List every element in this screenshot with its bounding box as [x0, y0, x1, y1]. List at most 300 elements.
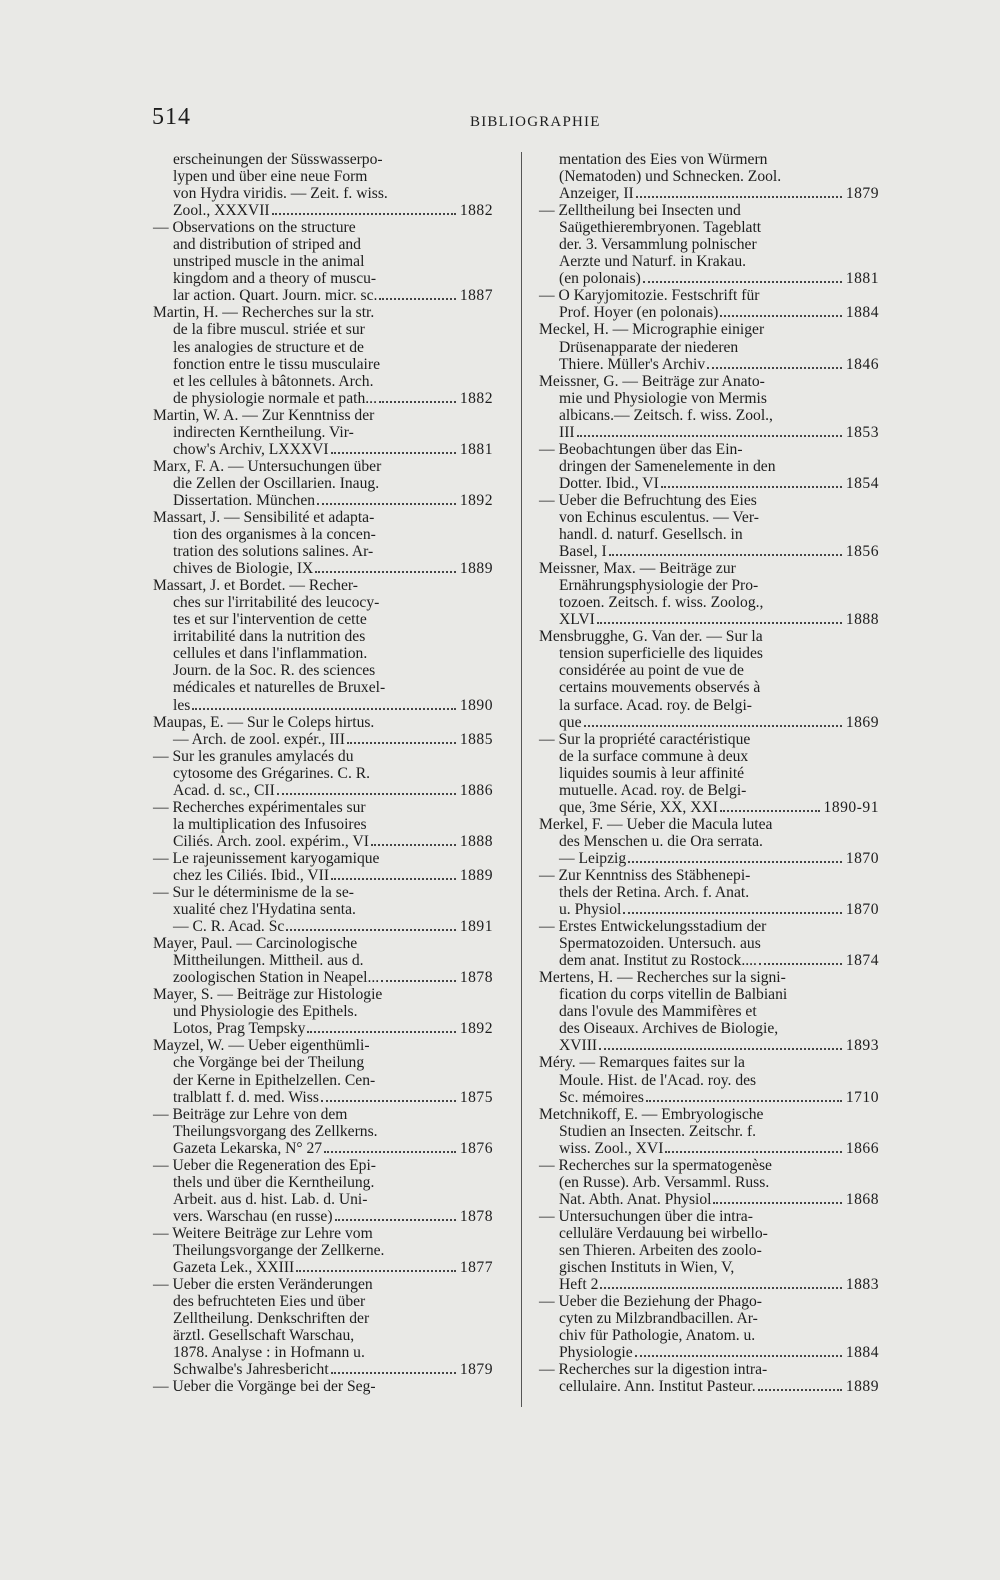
entry-text: erscheinungen der Süsswasserpo- — [173, 151, 383, 168]
entry-text: (en Russe). Arb. Versamml. Russ. — [559, 1173, 770, 1191]
entry-text: fonction entre le tissu musculaire — [173, 355, 380, 373]
entry-text: Schwalbe's Jahresbericht — [173, 1361, 329, 1379]
entry-text: tozoen. Zeitsch. f. wiss. Zoolog., — [559, 594, 764, 612]
dot-leader — [646, 1100, 842, 1102]
entry-line — [539, 594, 879, 611]
entry-text: Theilungsvorgang des Zellkerns. — [173, 1122, 378, 1140]
entry-text: des Menschen u. die Ora serrata. — [559, 832, 763, 850]
bibliography-column-right — [539, 151, 879, 1395]
entry-text: thels und über die Kerntheilung. — [173, 1173, 375, 1191]
entry-text: Metchnikoff, E. — Embryologische — [539, 1105, 764, 1123]
entry-text: — Weitere Beiträge zur Lehre vom — [153, 1224, 373, 1242]
entry-text: — Zelltheilung bei Insecten und — [539, 202, 741, 220]
dot-leader — [635, 1355, 842, 1357]
entry-line — [539, 679, 879, 696]
entry-text: u. Physiol — [559, 901, 622, 919]
entry-year: 1878 — [459, 1207, 493, 1225]
bibliography-entry — [153, 1378, 493, 1395]
dot-leader — [577, 435, 842, 437]
entry-year: 1889 — [845, 1378, 879, 1396]
entry-text: — Recherches expérimentales sur — [153, 798, 366, 816]
entry-line — [153, 1344, 493, 1361]
entry-line — [153, 441, 493, 458]
entry-text: Marx, F. A. — Untersuchungen über — [153, 457, 382, 475]
entry-line — [153, 1037, 493, 1054]
bibliography-entry — [153, 1276, 493, 1378]
entry-year: 1866 — [845, 1139, 879, 1157]
entry-line — [539, 833, 879, 850]
bibliography-entry — [153, 219, 493, 304]
entry-text: — Sur la propriété caractéristique — [539, 730, 751, 748]
entry-text: die Zellen der Oscillarien. Inaug. — [173, 474, 380, 492]
entry-line — [539, 1003, 879, 1020]
entry-line — [153, 628, 493, 645]
entry-text: — Beobachtungen über das Ein- — [539, 440, 743, 458]
entry-line — [539, 1020, 879, 1037]
entry-year: 1891 — [459, 918, 493, 936]
entry-line — [539, 373, 879, 390]
entry-text: les analogies de structure et de — [173, 338, 364, 356]
dot-leader — [713, 1202, 841, 1204]
entry-line — [539, 304, 879, 321]
entry-year: 1870 — [845, 901, 879, 919]
entry-line — [153, 748, 493, 765]
entry-text: che Vorgänge bei der Theilung — [173, 1054, 365, 1072]
entry-text: chives de Biologie, IX — [173, 560, 314, 578]
entry-line — [153, 850, 493, 867]
entry-text: Anzeiger, II — [559, 185, 634, 203]
entry-text: 1878. Analyse : in Hofmann u. — [173, 1344, 365, 1362]
entry-text: wiss. Zool., XVI — [559, 1139, 664, 1157]
bibliography-entry — [153, 986, 493, 1037]
dot-leader — [609, 554, 842, 556]
entry-text: fication du corps vitellin de Balbiani — [559, 986, 788, 1004]
entry-text: des Oiseaux. Archives de Biologie, — [559, 1020, 779, 1038]
entry-text: — Ueber die Regeneration des Epi- — [153, 1156, 376, 1174]
entry-line — [539, 1276, 879, 1293]
dot-leader — [643, 281, 842, 283]
entry-text: — Erstes Entwickelungsstadium der — [539, 918, 767, 936]
entry-text: tration des solutions salines. Ar- — [173, 543, 374, 561]
bibliography-entry — [539, 918, 879, 969]
entry-line — [153, 1054, 493, 1071]
entry-line — [539, 1259, 879, 1276]
entry-line — [539, 952, 879, 969]
entry-year: 1882 — [459, 389, 493, 407]
entry-line — [153, 253, 493, 270]
entry-year: 1854 — [845, 474, 879, 492]
entry-line — [153, 594, 493, 611]
entry-text: lypen und über eine neue Form — [173, 168, 368, 186]
entry-year: 1888 — [459, 832, 493, 850]
entry-text: irritabilité dans la nutrition des — [173, 628, 366, 646]
entry-line — [539, 935, 879, 952]
entry-line — [153, 765, 493, 782]
entry-line — [153, 935, 493, 952]
entry-line — [153, 1293, 493, 1310]
entry-line — [539, 1208, 879, 1225]
entry-line — [153, 475, 493, 492]
entry-line — [153, 373, 493, 390]
bibliography-entry — [539, 969, 879, 1054]
dot-leader — [379, 401, 456, 403]
entry-text: la multiplication des Infusoires — [173, 815, 367, 833]
bibliography-entry — [153, 304, 493, 406]
dot-leader — [707, 367, 842, 369]
bibliography-entry — [539, 1106, 879, 1157]
entry-text: Prof. Hoyer (en polonais) — [559, 304, 719, 322]
entry-line — [539, 1174, 879, 1191]
entry-line — [153, 424, 493, 441]
entry-line — [539, 697, 879, 714]
entry-line — [153, 1191, 493, 1208]
dot-leader — [321, 1100, 456, 1102]
entry-line — [153, 901, 493, 918]
entry-year: 1892 — [459, 491, 493, 509]
entry-line — [539, 560, 879, 577]
entry-text: sen Thieren. Arbeiten des zoolo- — [559, 1242, 762, 1259]
entry-line — [153, 986, 493, 1003]
entry-text: et les cellules à bâtonnets. Arch. — [173, 372, 374, 390]
entry-text: Basel, I — [559, 543, 607, 561]
dot-leader — [381, 980, 456, 982]
entry-year: 1884 — [845, 304, 879, 322]
bibliography-entry — [539, 628, 879, 730]
entry-text: que, 3me Série, XX, XXI — [559, 798, 718, 816]
entry-text: de la surface commune à deux — [559, 747, 749, 765]
entry-year: 1893 — [845, 1037, 879, 1055]
entry-text: — Untersuchungen über die intra- — [539, 1207, 753, 1225]
dot-leader — [720, 810, 820, 812]
entry-line — [539, 918, 879, 935]
entry-text: Studien an Insecten. Zeitschr. f. — [559, 1122, 757, 1140]
entry-line — [153, 1089, 493, 1106]
entry-text: — Arch. de zool. expér., III — [173, 730, 345, 748]
entry-line — [539, 1037, 879, 1054]
entry-line — [153, 321, 493, 338]
entry-line — [539, 356, 879, 373]
entry-text: lar action. Quart. Journ. micr. sc. — [173, 287, 378, 305]
entry-line — [153, 816, 493, 833]
entry-year: 1878 — [459, 969, 493, 987]
entry-line — [539, 986, 879, 1003]
bibliography-entry — [153, 1225, 493, 1276]
entry-year: 1881 — [845, 270, 879, 288]
dot-leader — [286, 929, 455, 931]
entry-text: von Hydra viridis. — Zeit. f. wiss. — [173, 185, 388, 203]
entry-text: Gazeta Lekarska, N° 27 — [173, 1139, 323, 1157]
entry-year: 1856 — [845, 543, 879, 561]
entry-text: — Recherches sur la spermatogenèse — [539, 1156, 772, 1174]
entry-line — [153, 1003, 493, 1020]
dot-leader — [597, 622, 842, 624]
entry-year: 1892 — [459, 1020, 493, 1038]
entry-line — [153, 662, 493, 679]
entry-text: que — [559, 713, 582, 731]
entry-text: chow's Archiv, LXXXVI — [173, 440, 329, 458]
entry-line — [153, 407, 493, 424]
entry-text: des befruchteten Eies und über — [173, 1293, 366, 1311]
bibliography-entry — [153, 850, 493, 884]
entry-line — [153, 168, 493, 185]
entry-line — [539, 1242, 879, 1259]
entry-line — [153, 287, 493, 304]
entry-text: certains mouvements observés à — [559, 679, 761, 697]
entry-line — [153, 731, 493, 748]
entry-line — [539, 219, 879, 236]
entry-text: vers. Warschau (en russe) — [173, 1207, 333, 1225]
entry-text: — Le rajeunissement karyogamique — [153, 849, 380, 867]
entry-text: dringen der Samenelemente in den — [559, 457, 776, 475]
entry-line — [153, 611, 493, 628]
dot-leader — [272, 213, 456, 215]
bibliography-entry — [153, 407, 493, 458]
entry-text: Mittheilungen. Mittheil. aus d. — [173, 952, 364, 970]
entry-year: 1874 — [845, 952, 879, 970]
dot-leader — [192, 708, 455, 710]
bibliography-entry — [153, 884, 493, 935]
entry-text: tension superficielle des liquides — [559, 645, 763, 663]
entry-text: Saügethierembryonen. Tageblatt — [559, 219, 762, 237]
entry-text: Mayzel, W. — Ueber eigenthümli- — [153, 1037, 370, 1055]
entry-line — [153, 458, 493, 475]
dot-leader — [379, 298, 455, 300]
bibliography-entry — [539, 287, 879, 321]
entry-line — [153, 952, 493, 969]
entry-line — [539, 509, 879, 526]
entry-line — [539, 458, 879, 475]
entry-line — [153, 1174, 493, 1191]
entry-line — [153, 782, 493, 799]
entry-text: cyten zu Milzbrandbacillen. Ar- — [559, 1310, 758, 1328]
entry-line — [153, 679, 493, 696]
entry-text: Theilungsvorgange der Zellkerne. — [173, 1242, 385, 1259]
entry-text: celluläre Verdauung bei wirbello- — [559, 1224, 768, 1242]
entry-year: 1889 — [459, 560, 493, 578]
dot-leader — [331, 1372, 456, 1374]
entry-text: chez les Ciliés. Ibid., VII — [173, 866, 330, 884]
entry-text: cellulaire. Ann. Institut Pasteur. — [559, 1378, 756, 1396]
entry-text: Acad. d. sc., CII — [173, 781, 275, 799]
dot-leader — [277, 793, 456, 795]
dot-leader — [331, 452, 456, 454]
entry-year: 1889 — [459, 866, 493, 884]
entry-text: — Ueber die Beziehung der Phago- — [539, 1293, 763, 1311]
dot-leader — [758, 1389, 842, 1391]
entry-text: (Nematoden) und Schnecken. Zool. — [559, 168, 782, 186]
entry-text: — Recherches sur la digestion intra- — [539, 1361, 768, 1379]
bibliography-entry — [539, 560, 879, 628]
bibliography-entry — [539, 202, 879, 287]
entry-text: XLVI — [559, 611, 595, 629]
entry-year: 1885 — [459, 730, 493, 748]
entry-text: der Kerne in Epithelzellen. Cen- — [173, 1071, 376, 1089]
bibliography-entry — [539, 373, 879, 441]
entry-year: 1876 — [459, 1139, 493, 1157]
entry-line — [539, 782, 879, 799]
entry-line — [539, 1225, 879, 1242]
entry-line — [539, 1191, 879, 1208]
entry-year: 1879 — [845, 185, 879, 203]
entry-text: tion des organismes à la concen- — [173, 526, 376, 544]
entry-year: 1875 — [459, 1088, 493, 1106]
entry-text: der. 3. Versammlung polnischer — [559, 236, 757, 254]
entry-line — [153, 304, 493, 321]
bibliography-entry — [539, 1361, 879, 1395]
dot-leader — [628, 861, 842, 863]
dot-leader — [331, 878, 456, 880]
entry-line — [153, 697, 493, 714]
entry-line — [153, 526, 493, 543]
entry-text: Moule. Hist. de l'Acad. roy. des — [559, 1071, 757, 1089]
entry-line — [539, 424, 879, 441]
entry-line — [539, 765, 879, 782]
entry-line — [539, 407, 879, 424]
dot-leader — [720, 315, 841, 317]
entry-line — [539, 816, 879, 833]
bibliography-entry — [539, 1157, 879, 1208]
entry-text: XVIII — [559, 1037, 598, 1055]
entry-text: tes et sur l'intervention de cette — [173, 611, 367, 629]
entry-year: 1879 — [459, 1361, 493, 1379]
entry-text: Martin, H. — Recherches sur la str. — [153, 304, 375, 322]
entry-line — [153, 1327, 493, 1344]
entry-year: 1881 — [459, 440, 493, 458]
entry-line — [153, 1072, 493, 1089]
entry-line — [539, 1054, 879, 1071]
entry-text: dem anat. Institut zu Rostock.... — [559, 952, 757, 970]
entry-line — [539, 611, 879, 628]
entry-line — [153, 390, 493, 407]
entry-year: 1888 — [845, 611, 879, 629]
entry-text: Méry. — Remarques faites sur la — [539, 1054, 745, 1072]
dot-leader — [296, 1270, 456, 1272]
entry-text: Spermatozoiden. Untersuch. aus — [559, 935, 761, 953]
entry-year: 1890 — [459, 696, 493, 714]
entry-text: liquides soumis à leur affinité — [559, 764, 745, 782]
entry-text: unstriped muscle in the animal — [173, 253, 365, 271]
entry-text: — C. R. Acad. Sc — [173, 918, 285, 936]
entry-line — [153, 969, 493, 986]
dot-leader — [665, 1151, 841, 1153]
dot-leader — [324, 1151, 456, 1153]
entry-line — [153, 1225, 493, 1242]
entry-text: Maupas, E. — Sur le Coleps hirtus. — [153, 713, 375, 731]
entry-line — [539, 1378, 879, 1395]
entry-text: Heft 2 — [559, 1276, 599, 1294]
bibliography-entry — [153, 935, 493, 986]
entry-text: tralblatt f. d. med. Wiss — [173, 1088, 319, 1106]
entry-line — [153, 1378, 493, 1395]
entry-year: 1846 — [845, 355, 879, 373]
entry-line — [153, 918, 493, 935]
entry-text: Ciliés. Arch. zool. expérim., VI — [173, 832, 369, 850]
entry-text: Gazeta Lek., XXIII — [173, 1259, 295, 1277]
entry-year: 1877 — [459, 1259, 493, 1277]
entry-line — [539, 714, 879, 731]
dot-leader — [600, 1287, 841, 1289]
entry-text: Zelltheilung. Denkschriften der — [173, 1310, 370, 1328]
entry-line — [153, 492, 493, 509]
entry-line — [539, 969, 879, 986]
bibliography-entry — [153, 577, 493, 713]
entry-text: cellules et dans l'inflammation. — [173, 645, 368, 663]
entry-line — [539, 1123, 879, 1140]
entry-line — [153, 509, 493, 526]
entry-text: dans l'ovule des Mammifères et — [559, 1003, 757, 1021]
entry-line — [539, 1089, 879, 1106]
entry-line — [539, 185, 879, 202]
entry-line — [153, 1242, 493, 1259]
entry-text: Massart, J. — Sensibilité et adapta- — [153, 508, 375, 526]
entry-text: Zool., XXXVII — [173, 202, 270, 220]
entry-text: — Zur Kenntniss des Stäbhenepi- — [539, 866, 751, 884]
dot-leader — [347, 742, 456, 744]
entry-line — [539, 1072, 879, 1089]
entry-line — [153, 219, 493, 236]
entry-text: xualité chez l'Hydatina senta. — [173, 901, 356, 919]
entry-text: — Leipzig — [559, 849, 627, 867]
entry-line — [539, 168, 879, 185]
entry-text: — Ueber die ersten Veränderungen — [153, 1276, 373, 1294]
entry-text: ches sur l'irritabilité des leucocy- — [173, 594, 380, 612]
dot-leader — [599, 1048, 842, 1050]
bibliography-entry — [153, 1037, 493, 1105]
entry-text: Meissner, G. — Beiträge zur Anato- — [539, 372, 765, 390]
bibliography-column-left — [153, 151, 493, 1395]
entry-line — [153, 1276, 493, 1293]
bibliography-entry — [539, 1208, 879, 1293]
entry-line — [153, 1106, 493, 1123]
bibliography-entry — [153, 151, 493, 219]
bibliography-entry — [539, 816, 879, 867]
entry-text: mentation des Eies von Würmern — [559, 151, 768, 168]
entry-text: Mayer, Paul. — Carcinologische — [153, 935, 358, 953]
dot-leader — [584, 725, 842, 727]
entry-text: chiv für Pathologie, Anatom. u. — [559, 1327, 756, 1345]
entry-line — [153, 1140, 493, 1157]
dot-leader — [335, 1219, 456, 1221]
bibliography-entry — [539, 441, 879, 492]
dot-leader — [317, 503, 456, 505]
entry-line — [153, 645, 493, 662]
bibliography-entry — [153, 1106, 493, 1157]
entry-line — [153, 884, 493, 901]
entry-text: mutuelle. Acad. roy. de Belgi- — [559, 781, 747, 799]
dot-leader — [623, 912, 841, 914]
entry-line — [539, 662, 879, 679]
entry-year: 1890-91 — [823, 798, 879, 816]
entry-year: 1886 — [459, 781, 493, 799]
bibliography-entry — [153, 714, 493, 748]
entry-line — [539, 577, 879, 594]
entry-year: 1887 — [459, 287, 493, 305]
entry-line — [539, 748, 879, 765]
entry-text: kingdom and a theory of muscu- — [173, 270, 377, 288]
entry-text: Meckel, H. — Micrographie einiger — [539, 321, 765, 339]
entry-text: — O Karyjomitozie. Festschrift für — [539, 287, 760, 305]
bibliography-entry — [153, 748, 493, 799]
entry-text: Mayer, S. — Beiträge zur Histologie — [153, 986, 383, 1004]
entry-text: Mensbrugghe, G. Van der. — Sur la — [539, 628, 763, 646]
entry-line — [153, 867, 493, 884]
entry-text: la surface. Acad. roy. de Belgi- — [559, 696, 752, 714]
entry-text: Physiologie — [559, 1344, 633, 1362]
entry-line — [539, 543, 879, 560]
entry-line — [153, 1259, 493, 1276]
entry-line — [153, 1361, 493, 1378]
entry-text: Arbeit. aus d. hist. Lab. d. Uni- — [173, 1190, 368, 1208]
